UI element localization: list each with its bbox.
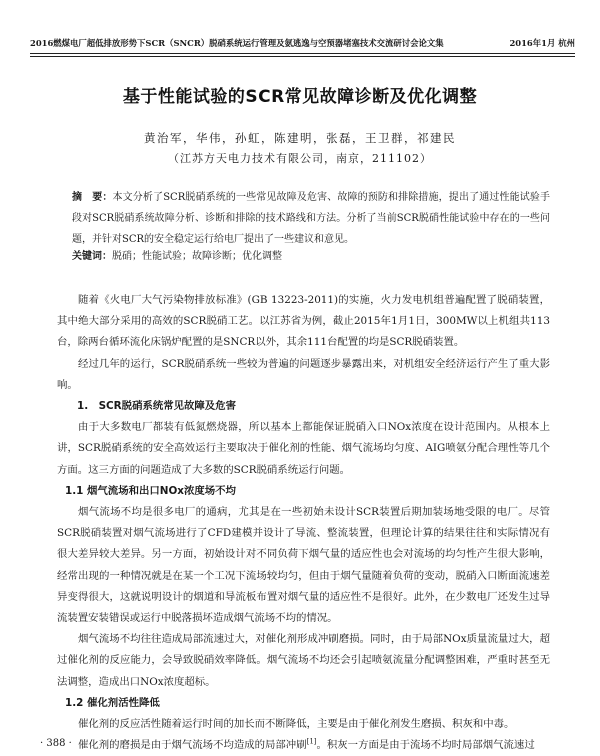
author-list: 黄治军，华伟，孙虹，陈建明，张磊，王卫群，祁建民 — [144, 131, 456, 145]
abstract-label: 摘 要： — [72, 192, 113, 203]
body-text — [57, 290, 550, 756]
running-head-right: 2016年1月 杭州 — [509, 38, 575, 48]
paragraph-problems: 经过几年的运行，SCR脱硝系统一些较为普遍的问题逐步暴露出来，对机组安全经济运行产生了重大影响。 — [57, 357, 550, 391]
keywords-text: 脱硝；性能试验；故障诊断；优化调整 — [112, 251, 282, 262]
running-head-left: 2016燃煤电厂超低排放形势下SCR（SNCR）脱硝系统运行管理及氨逃逸与空预器堵塞技术交流研讨会论文集 — [30, 38, 444, 48]
paragraph-abrasion-start: 催化剂的磨损是由于烟气流场不均造成的局部冲刷 — [78, 739, 307, 752]
abstract-text: 本文分析了SCR脱硝系统的一些常见故障及危害、故障的预防和排除措施，提出了通过性能试验手段对SCR脱硝系统故障分析、诊断和排除的技术路线和方法。分析了当前SCR脱硝性能试验中存在的一些问题，并针对SCR的安全稳定运行给电厂提出了一些建议和意见。 — [72, 192, 551, 245]
affiliation: （江苏方天电力技术有限公司，南京，211102） — [168, 152, 432, 165]
section-heading-1-1: 1.1 烟气流场和出口NOx浓度场不均 — [65, 484, 236, 497]
paragraph-section-1: 由于大多数电厂都装有低氮燃烧器，所以基本上都能保证脱硝入口NOx浓度在设计范围内。从根本上讲，SCR脱硝系统的安全高效运行主要取决于催化剂的性能、烟气流场均匀度、AIG喷氨分配合理性等几个方面。这三方面的问题造成了大多数的SCR脱硝系统运行问题。 — [57, 421, 550, 476]
paragraph-abrasion-end: 。积灰一方面是由于流场不均时局部烟气流速过 — [316, 739, 535, 752]
keywords-label: 关键词： — [72, 251, 112, 262]
abstract — [72, 187, 550, 250]
header-rule-thin — [30, 56, 575, 57]
paragraph-flow-field: 烟气流场不均是很多电厂的通病，尤其是在一些初始未设计SCR装置后期加装场地受限的电厂。尽管SCR脱硝装置对烟气流场进行了CFD建模并设计了导流、整流装置，但理论计算的结果往往和实际情况有很大差异较大差异。另一方面，初始设计对不同负荷下烟气量的适应性也会对流场的均匀性产生很大影响，经常出现的一种情况就是在某一个工况下流场较均匀，但由于烟气量随着负荷的变动，脱硝入口断面流速差异变得很大，这就说明设计的烟道和导流板布置对烟气量的适应性不是很好。此外，在少数电厂还发生过导流装置安装错误或运行中脱落损坏造成烟气流场不均的情况。 — [57, 506, 550, 625]
paragraph-intro: 随着《火电厂大气污染物排放标准》(GB 13223-2011)的实施，火力发电机组普遍配置了脱硝装置，其中绝大部分采用的高效的SCR脱硝工艺。以江苏省为例，截止2015年1月1日，300MW以上机组共113台，除两台循环流化床锅炉配置的是SNCR以外，其余111台配置的均是SCR脱硝装置。 — [57, 294, 550, 349]
section-heading-1-2: 1.2 催化剂活性降低 — [65, 696, 160, 709]
page-number: · 388 · — [40, 738, 72, 749]
citation-ref: [1] — [306, 737, 317, 746]
paragraph-abrasion — [57, 735, 550, 756]
paper-title: 基于性能试验的SCR常见故障诊断及优化调整 — [122, 87, 478, 107]
paragraph-catalyst: 催化剂的反应活性随着运行时间的加长而不断降低，主要是由于催化剂发生磨损、积灰和中毒。 — [78, 718, 515, 731]
paragraph-flow-effects: 烟气流场不均往往造成局部流速过大，对催化剂形成冲刷磨损。同时，由于局部NOx质量流量过大，超过催化剂的反应能力，会导致脱硝效率降低。烟气流场不均还会引起喷氨流量分配调整困难，严重时甚至无法调整，造成出口NOx浓度超标。 — [57, 633, 550, 688]
keywords — [72, 250, 550, 264]
section-heading-1: 1. SCR脱硝系统常见故障及危害 — [77, 400, 236, 413]
running-head — [30, 38, 575, 49]
header-rule-thick — [30, 53, 575, 54]
